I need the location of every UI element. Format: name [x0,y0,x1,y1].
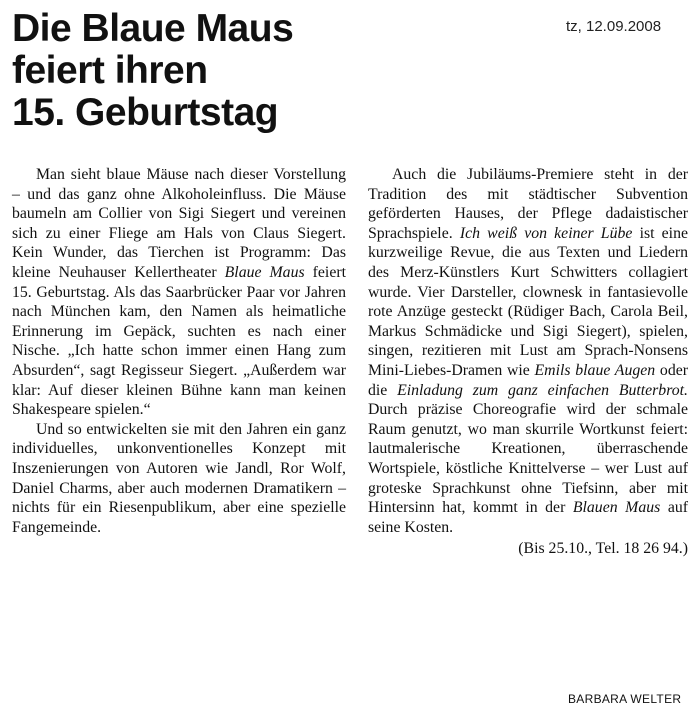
author-byline: BARBARA WELTER [568,692,682,706]
right-p1-piece-title-2: Einladung zum ganz einfachen Butterbrot. [397,381,689,399]
left-column [12,165,346,537]
publication-dateline: tz, 12.09.2008 [566,18,662,35]
right-p1-text-a: Auch die Jubiläums-Premiere steht in der Tradition des mit städtischer Subvention geförderten Hauses, der Pflege dadaistischer Sprachspiele. [368,166,688,242]
right-column [368,165,688,559]
right-p1-piece-title-1: Emils blaue Augen [534,361,656,379]
left-paragraph-2: Und so entwickelten sie mit den Jahren ein ganz individuelles, unkonventionelles Konzept mit Inszenierungen von Autoren wie Jandl, Ror Wolf, Daniel Charms, aber auch modernen Dramatikern – nichts für ein Riesenpublikum, aber eine spezielle Fangemeinde. [12,420,346,536]
left-paragraph-1 [12,165,346,420]
right-p1-theatre-name: Blauen Maus [572,499,661,517]
right-p1-text-b: ist eine kurzweilige Revue, die aus Texten und Liedern des Merz-Künstlers Kurt Schwitters collagiert wurde. Vier Darsteller, clownesk in fantasievolle rote Anzüge gesteckt (Rüdiger Bach, Carola Beil, Markus Schmädicke und Sigi Siegert), spielen, singen, rezitieren mit Lust am Sprach-Nonsens Mini-Liebes-Dramen wie [368,224,688,379]
left-p1-text-b: feiert 15. Geburtstag. Als das Saarbrücker Paar vor Jahren nach München kam, den Namen als heimatliche Erinnerung im Gepäck, suchten es nach einer Nische. „Ich hatte schon immer einen Hang zum Absurden“, sagt Regisseur Siegert. „Außerdem war klar: Auf dieser kleinen Bühne kann man keinen Shakespeare spielen.“ [12,263,346,419]
headline-line-3: 15. Geburtstag [12,91,279,134]
right-paragraph-1 [368,165,688,537]
left-p1-text-a: Man sieht blaue Mäuse nach dieser Vorstellung – und das ganz ohne Alkoholeinfluss. Die Mäuse baumeln am Collier von Sigi Siegert und vereinen sich zu einer Fliege am Hals von Claus Siegert. Kein Wunder, das Tierchen ist Programm: Das kleine Neuhauser Kellertheater [12,166,346,281]
right-p1-show-title: Ich weiß von keiner Lübe [459,224,633,242]
article-headline [12,8,392,134]
right-p1-text-c: oder die [368,361,688,399]
right-p1-text-d: Durch präzise Choreografie wird der schmale Raum genutzt, wo man skurrile Wortkunst feiert: lautmalerische Kreationen, überraschende Wortspiele, köstliche Knittelverse – wer Lust auf groteske Sprachkunst ohne Tiefsinn, aber mit Hintersinn hat, kommt in der [368,401,688,517]
headline-line-2: feiert ihren [12,49,208,92]
left-p1-theatre-name: Blaue Maus [224,263,305,281]
right-p1-text-e: auf seine Kosten. [368,499,688,536]
performance-info: (Bis 25.10., Tel. 18 26 94.) [518,540,688,558]
headline-line-1: Die Blaue Maus [12,7,294,50]
